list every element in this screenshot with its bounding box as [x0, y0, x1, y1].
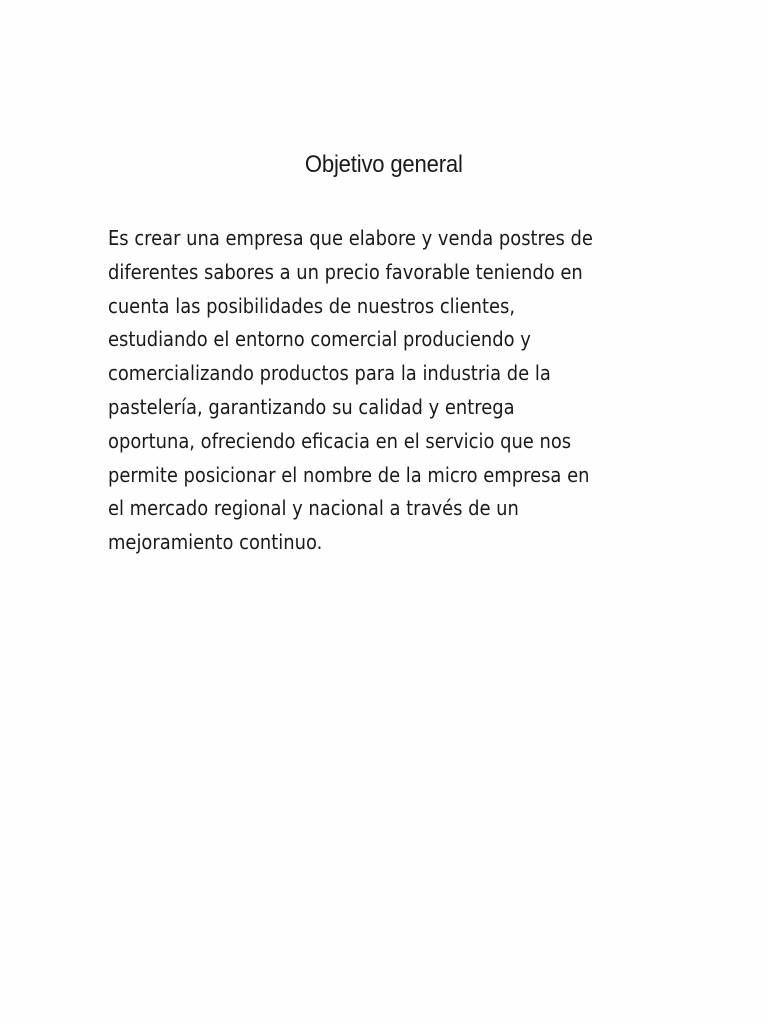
paragraph-line: comercializando productos para la industria de la — [108, 361, 551, 386]
paragraph-line: el mercado regional y nacional a través de un — [108, 496, 519, 521]
paragraph-line: mejoramiento continuo. — [108, 530, 323, 555]
paragraph-line: permite posicionar el nombre de la micro empresa en — [108, 462, 590, 487]
paragraph-line: estudiando el entorno comercial produciendo y — [108, 327, 531, 352]
paragraph-line: oportuna, ofreciendo eficacia en el servicio que nos — [108, 428, 572, 453]
page-title — [0, 150, 768, 180]
paragraph-line: Es crear una empresa que elabore y venda postres de — [108, 226, 593, 250]
paragraph-line: cuenta las posibilidades de nuestros clientes, — [108, 293, 516, 318]
paragraph-line: pastelería, garantizando su calidad y entrega — [108, 394, 515, 419]
paragraph-line: diferentes sabores a un precio favorable teniendo en — [108, 259, 583, 284]
page-title-text: Objetivo general — [305, 151, 463, 178]
objective-paragraph — [108, 222, 708, 560]
